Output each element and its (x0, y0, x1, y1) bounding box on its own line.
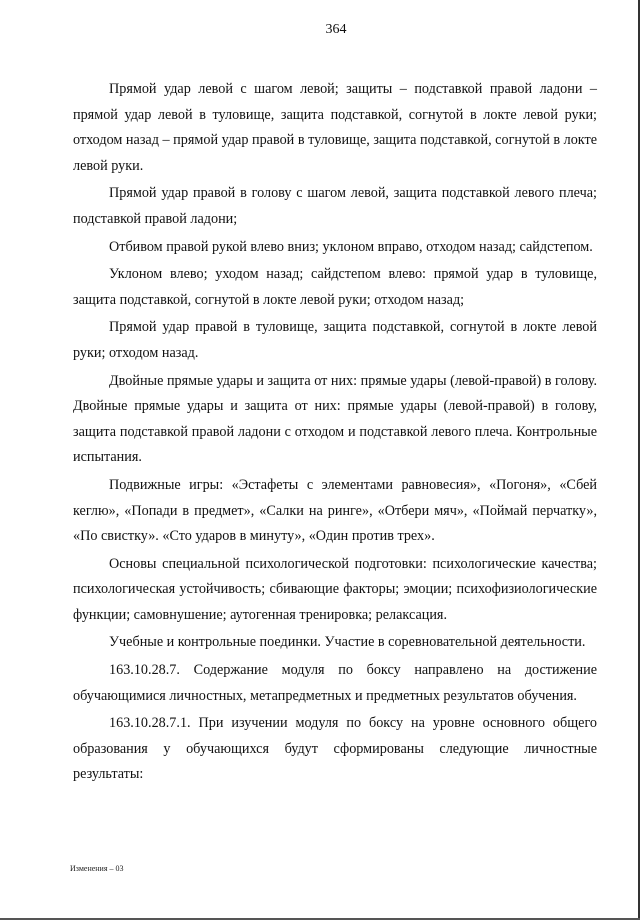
paragraph-1: Прямой удар левой с шагом левой; защиты – подставкой правой ладони – прямой удар левой в туловище, защита подставкой, согнутой в локте левой руки; отходом назад – прямой удар правой в туловище, защита подставкой, согнутой в локте левой руки. (73, 81, 597, 174)
paragraph-5: Прямой удар правой в туловище, защита подставкой, согнутой в локте левой руки; отходом назад. (73, 319, 597, 361)
paragraph-11: 163.10.28.7.1. При изучении модуля по боксу на уровне основного общего образования у обучающихся будут сформированы следующие личностные результаты: (73, 715, 597, 783)
footer-revision-note: Изменения – 03 (70, 864, 124, 873)
paragraph-7: Подвижные игры: «Эстафеты с элементами равновесия», «Погоня», «Сбей кеглю», «Попади в предмет», «Салки на ринге», «Отбери мяч», «Поймай перчатку», «По свистку». «Сто ударов в минуту», «Один против трех». (73, 476, 597, 545)
paragraph-6: Двойные прямые удары и защита от них: прямые удары (левой-правой) в голову. Двойные прямые удары и защита от них: прямые удары (левой-правой) в голову, защита подставкой правой ладони с отходом и подставкой левого плеча. Контрольные испытания. (73, 372, 597, 466)
paragraph-8: Основы специальной психологической подготовки: психологические качества; психологическая устойчивость; сбивающие факторы; эмоции; психофизиологические функции; самовнушение; аутогенная тренировка; релаксация. (73, 555, 597, 623)
paragraph-9: Учебные и контрольные поединки. Участие в соревновательной деятельности. (109, 634, 586, 651)
paragraph-3: Отбивом правой рукой влево вниз; уклоном вправо, отходом назад; сайдстепом. (109, 238, 593, 255)
document-body (73, 77, 597, 788)
page-number: 364 (325, 22, 347, 37)
paragraph-4: Уклоном влево; уходом назад; сайдстепом влево: прямой удар в туловище, защита подставкой, согнутой в локте левой руки; отходом назад; (73, 266, 597, 308)
paragraph-2: Прямой удар правой в голову с шагом левой, защита подставкой левого плеча; подставкой правой ладони; (73, 185, 597, 227)
paragraph-10: 163.10.28.7. Содержание модуля по боксу направлено на достижение обучающимися личностных, метапредметных и предметных результатов обучения. (73, 662, 597, 704)
